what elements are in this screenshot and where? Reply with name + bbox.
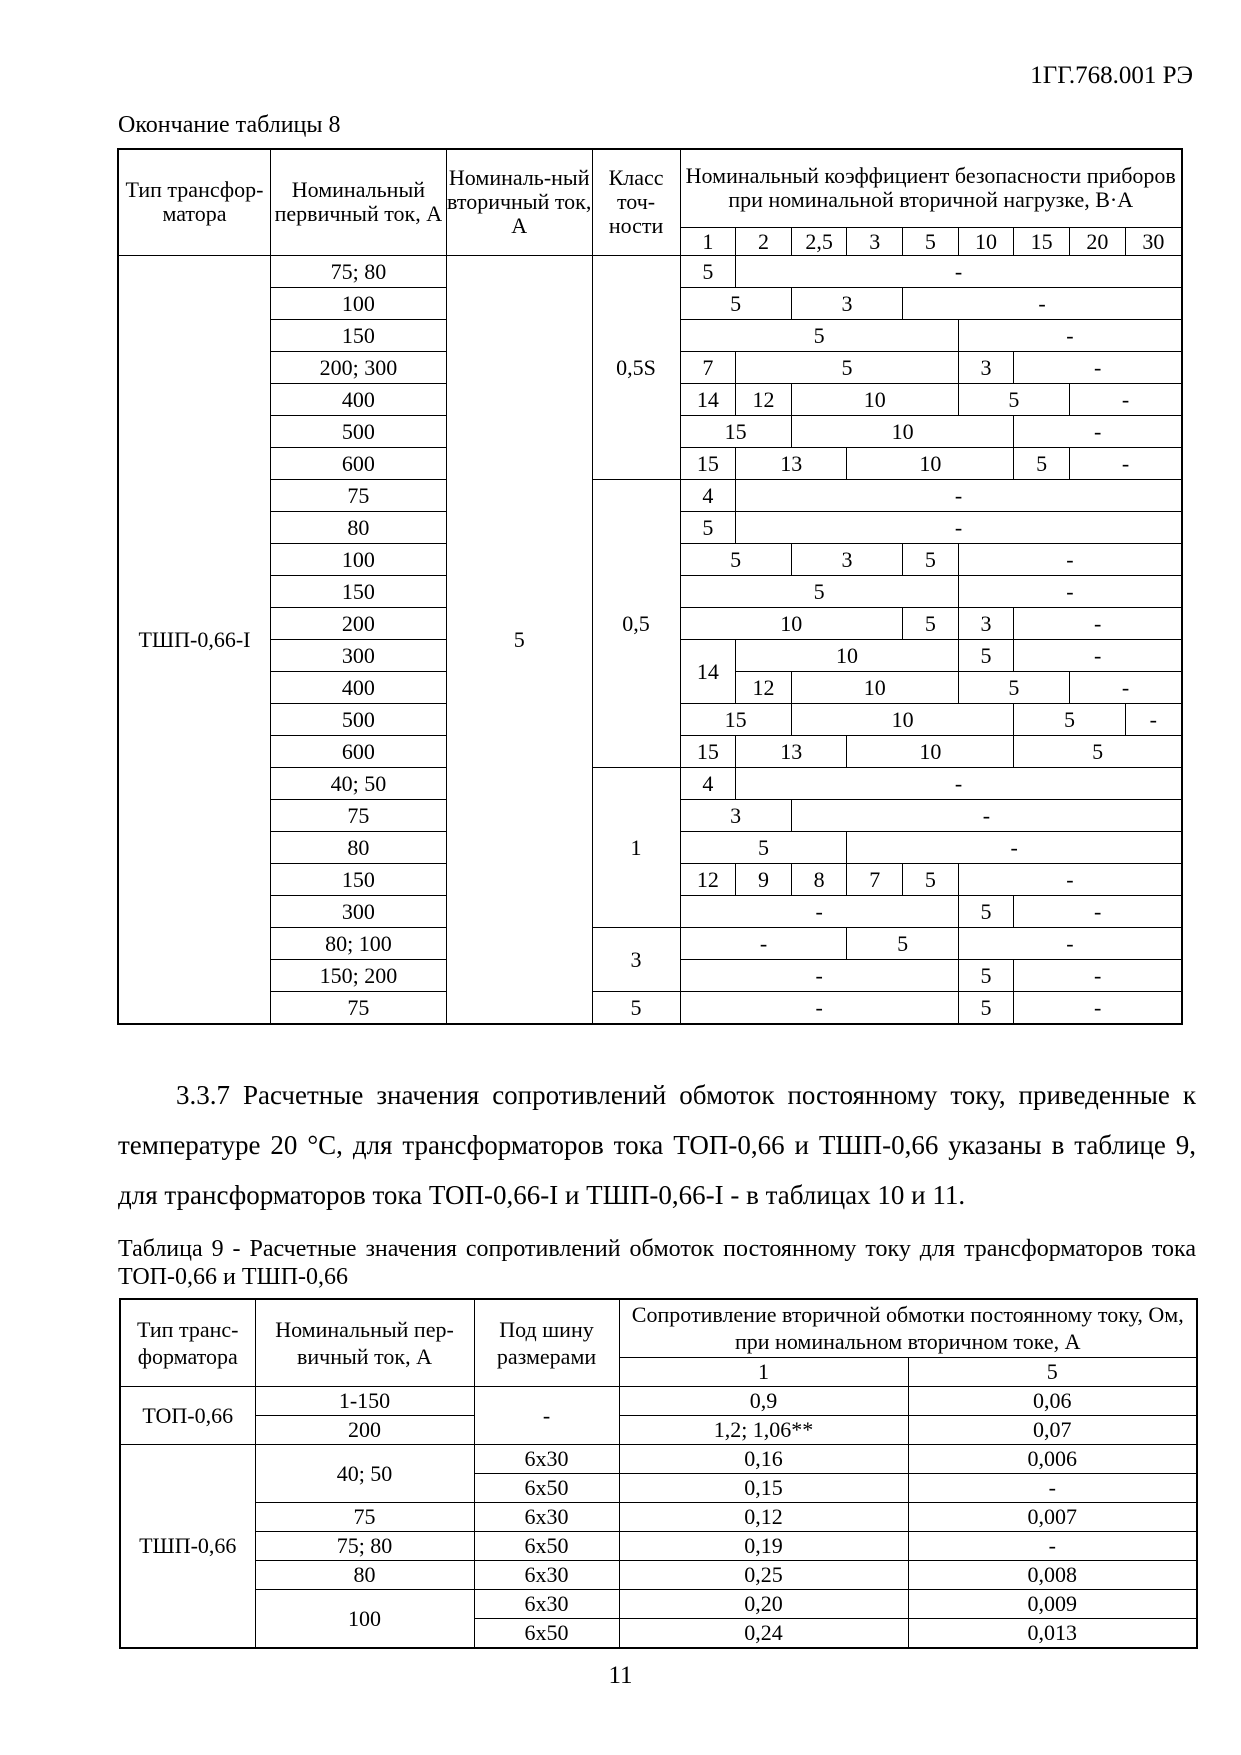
primary-current: 80 — [270, 831, 446, 863]
primary-current: 40; 50 — [270, 767, 446, 799]
load-header: 10 — [958, 227, 1014, 255]
primary-current: 100 — [255, 1589, 474, 1648]
resistance-1a: 1,2; 1,06** — [619, 1415, 908, 1444]
secondary-current: 5 — [446, 255, 592, 1024]
primary-current: 40; 50 — [255, 1444, 474, 1502]
factor-cell: 5 — [680, 831, 847, 863]
header-secondary-current: Номиналь-ный вторичный ток, А — [446, 149, 592, 255]
factor-cell: 5 — [680, 319, 958, 351]
factor-cell: 15 — [680, 735, 736, 767]
primary-current: 1-150 — [255, 1386, 474, 1415]
factor-cell: - — [1070, 447, 1183, 479]
factor-cell: - — [958, 863, 1182, 895]
primary-current: 100 — [270, 543, 446, 575]
resistance-1a: 0,9 — [619, 1386, 908, 1415]
factor-cell: - — [1014, 991, 1182, 1024]
subheader-5a: 5 — [908, 1357, 1197, 1386]
primary-current: 200 — [255, 1415, 474, 1444]
resistance-5a: - — [908, 1531, 1197, 1560]
factor-cell: 10 — [847, 447, 1014, 479]
primary-current: 75 — [255, 1502, 474, 1531]
factor-cell: 12 — [736, 383, 792, 415]
header-primary-current: Номинальный пер-вичный ток, А — [255, 1299, 474, 1386]
primary-current: 75 — [270, 479, 446, 511]
header-type: Тип транс-форматора — [120, 1299, 255, 1386]
bus-size: 6х30 — [474, 1560, 619, 1589]
factor-cell: 5 — [680, 543, 791, 575]
resistance-5a: 0,007 — [908, 1502, 1197, 1531]
table9-caption: Таблица 9 - Расчетные значения сопротивлений обмоток постоянному току для трансформаторов тока ТОП-0,66 и ТШП-0,66 — [118, 1236, 1196, 1290]
page-number: 11 — [608, 1662, 633, 1689]
factor-cell: 5 — [958, 991, 1014, 1024]
factor-cell: - — [1014, 639, 1182, 671]
factor-cell: - — [736, 255, 1182, 287]
primary-current: 400 — [270, 671, 446, 703]
accuracy-class: 5 — [592, 991, 680, 1024]
factor-cell: 10 — [680, 607, 903, 639]
factor-cell: - — [958, 575, 1182, 607]
resistance-1a: 0,12 — [619, 1502, 908, 1531]
factor-cell: 3 — [958, 351, 1014, 383]
table9 — [119, 1298, 1198, 1649]
factor-cell: 3 — [791, 287, 902, 319]
document-code: 1ГГ.768.001 РЭ — [1030, 62, 1193, 89]
factor-cell: 10 — [791, 703, 1014, 735]
factor-cell: 5 — [847, 927, 958, 959]
paragraph-3-3-7: 3.3.7 Расчетные значения сопротивлений обмоток постоянному току, приведенные к температуре 20 °С, для трансформаторов тока ТОП-0,66 и ТШП-0,66 указаны в таблице 9, для трансформаторов тока ТОП-0,66-I и ТШП-0,66-I - в таблицах 10 и 11. — [118, 1080, 1196, 1210]
primary-current: 80; 100 — [270, 927, 446, 959]
resistance-5a: 0,013 — [908, 1618, 1197, 1648]
factor-cell: 5 — [958, 639, 1014, 671]
factor-cell: 13 — [736, 735, 847, 767]
primary-current: 100 — [270, 287, 446, 319]
factor-cell: 5 — [680, 511, 736, 543]
load-header: 3 — [847, 227, 903, 255]
primary-current: 200 — [270, 607, 446, 639]
factor-cell: 3 — [958, 607, 1014, 639]
factor-cell: - — [680, 895, 958, 927]
primary-current: 200; 300 — [270, 351, 446, 383]
primary-current: 75 — [270, 991, 446, 1024]
factor-cell: - — [1014, 607, 1182, 639]
factor-cell: 10 — [791, 383, 958, 415]
primary-current: 500 — [270, 703, 446, 735]
accuracy-class: 1 — [592, 767, 680, 927]
factor-cell: - — [1014, 959, 1182, 991]
factor-cell: - — [680, 927, 847, 959]
resistance-1a: 0,24 — [619, 1618, 908, 1648]
resistance-5a: 0,008 — [908, 1560, 1197, 1589]
factor-cell: 5 — [1014, 447, 1070, 479]
factor-cell: 4 — [680, 479, 736, 511]
factor-cell: - — [847, 831, 1182, 863]
factor-cell: 15 — [680, 447, 736, 479]
resistance-5a: - — [908, 1473, 1197, 1502]
factor-cell: 8 — [791, 863, 847, 895]
bus-size: 6х50 — [474, 1618, 619, 1648]
resistance-5a: 0,006 — [908, 1444, 1197, 1473]
primary-current: 150; 200 — [270, 959, 446, 991]
bus-size: - — [474, 1386, 619, 1444]
load-header: 2,5 — [791, 227, 847, 255]
factor-cell: 5 — [1014, 735, 1182, 767]
primary-current: 75 — [270, 799, 446, 831]
factor-cell: 9 — [736, 863, 792, 895]
factor-cell: - — [680, 959, 958, 991]
resistance-1a: 0,19 — [619, 1531, 908, 1560]
transformer-type: ТШП-0,66 — [120, 1444, 255, 1648]
factor-cell: 5 — [736, 351, 959, 383]
factor-cell: 10 — [791, 671, 958, 703]
factor-cell: - — [1070, 671, 1183, 703]
subheader-1a: 1 — [619, 1357, 908, 1386]
load-header: 20 — [1070, 227, 1126, 255]
factor-cell: 5 — [1014, 703, 1125, 735]
load-header: 30 — [1125, 227, 1182, 255]
header-resistance: Сопротивление вторичной обмотки постоянному току, Ом, при номинальном вторичном токе, А — [619, 1299, 1197, 1357]
factor-cell: - — [1014, 415, 1182, 447]
factor-cell: 5 — [903, 863, 959, 895]
primary-current: 300 — [270, 639, 446, 671]
primary-current: 80 — [255, 1560, 474, 1589]
resistance-5a: 0,07 — [908, 1415, 1197, 1444]
factor-cell: 10 — [791, 415, 1014, 447]
factor-cell: 5 — [903, 607, 959, 639]
factor-cell: - — [1014, 351, 1182, 383]
factor-cell: - — [958, 927, 1182, 959]
load-header: 2 — [736, 227, 792, 255]
factor-cell: 12 — [680, 863, 736, 895]
factor-cell: - — [736, 511, 1182, 543]
table8-caption: Окончание таблицы 8 — [118, 112, 341, 138]
factor-cell: 3 — [791, 543, 902, 575]
header-primary-current: Номинальный первичный ток, А — [270, 149, 446, 255]
factor-cell: - — [1125, 703, 1182, 735]
factor-cell: 5 — [903, 543, 959, 575]
factor-cell: 5 — [958, 895, 1014, 927]
transformer-type: ТОП-0,66 — [120, 1386, 255, 1444]
resistance-1a: 0,20 — [619, 1589, 908, 1618]
factor-cell: 15 — [680, 415, 791, 447]
factor-cell: - — [958, 543, 1182, 575]
factor-cell: 10 — [736, 639, 959, 671]
primary-current: 80 — [270, 511, 446, 543]
resistance-5a: 0,009 — [908, 1589, 1197, 1618]
resistance-1a: 0,15 — [619, 1473, 908, 1502]
primary-current: 150 — [270, 575, 446, 607]
factor-cell: 14 — [680, 639, 736, 703]
table8 — [117, 148, 1183, 1025]
factor-cell: 14 — [680, 383, 736, 415]
factor-cell: 10 — [847, 735, 1014, 767]
factor-cell: 5 — [958, 383, 1069, 415]
factor-cell: 7 — [680, 351, 736, 383]
factor-cell: 4 — [680, 767, 736, 799]
factor-cell: - — [736, 479, 1182, 511]
accuracy-class: 0,5S — [592, 255, 680, 479]
primary-current: 75; 80 — [255, 1531, 474, 1560]
resistance-1a: 0,25 — [619, 1560, 908, 1589]
primary-current: 500 — [270, 415, 446, 447]
factor-cell: 5 — [958, 671, 1069, 703]
primary-current: 600 — [270, 447, 446, 479]
header-safety-factor: Номинальный коэффициент безопасности приборов при номинальной вторичной нагрузке, В·А — [680, 149, 1182, 227]
bus-size: 6х50 — [474, 1531, 619, 1560]
load-header: 1 — [680, 227, 736, 255]
primary-current: 300 — [270, 895, 446, 927]
resistance-1a: 0,16 — [619, 1444, 908, 1473]
factor-cell: 5 — [680, 575, 958, 607]
bus-size: 6х30 — [474, 1589, 619, 1618]
factor-cell: 12 — [736, 671, 792, 703]
factor-cell: 7 — [847, 863, 903, 895]
factor-cell: 5 — [680, 287, 791, 319]
header-bus-size: Под шину размерами — [474, 1299, 619, 1386]
factor-cell: 5 — [958, 959, 1014, 991]
factor-cell: - — [903, 287, 1182, 319]
primary-current: 150 — [270, 319, 446, 351]
primary-current: 400 — [270, 383, 446, 415]
load-header: 5 — [903, 227, 959, 255]
factor-cell: - — [680, 991, 958, 1024]
factor-cell: - — [1014, 895, 1182, 927]
resistance-5a: 0,06 — [908, 1386, 1197, 1415]
factor-cell: - — [1070, 383, 1183, 415]
primary-current: 75; 80 — [270, 255, 446, 287]
primary-current: 150 — [270, 863, 446, 895]
accuracy-class: 0,5 — [592, 479, 680, 767]
header-accuracy-class: Класс точ-ности — [592, 149, 680, 255]
header-type: Тип трансфор-матора — [118, 149, 270, 255]
bus-size: 6х30 — [474, 1444, 619, 1473]
factor-cell: - — [736, 767, 1182, 799]
accuracy-class: 3 — [592, 927, 680, 991]
bus-size: 6х30 — [474, 1502, 619, 1531]
factor-cell: - — [958, 319, 1182, 351]
bus-size: 6х50 — [474, 1473, 619, 1502]
factor-cell: 15 — [680, 703, 791, 735]
factor-cell: - — [791, 799, 1182, 831]
transformer-type: ТШП-0,66-I — [118, 255, 270, 1024]
primary-current: 600 — [270, 735, 446, 767]
factor-cell: 13 — [736, 447, 847, 479]
factor-cell: 3 — [680, 799, 791, 831]
factor-cell: 5 — [680, 255, 736, 287]
load-header: 15 — [1014, 227, 1070, 255]
